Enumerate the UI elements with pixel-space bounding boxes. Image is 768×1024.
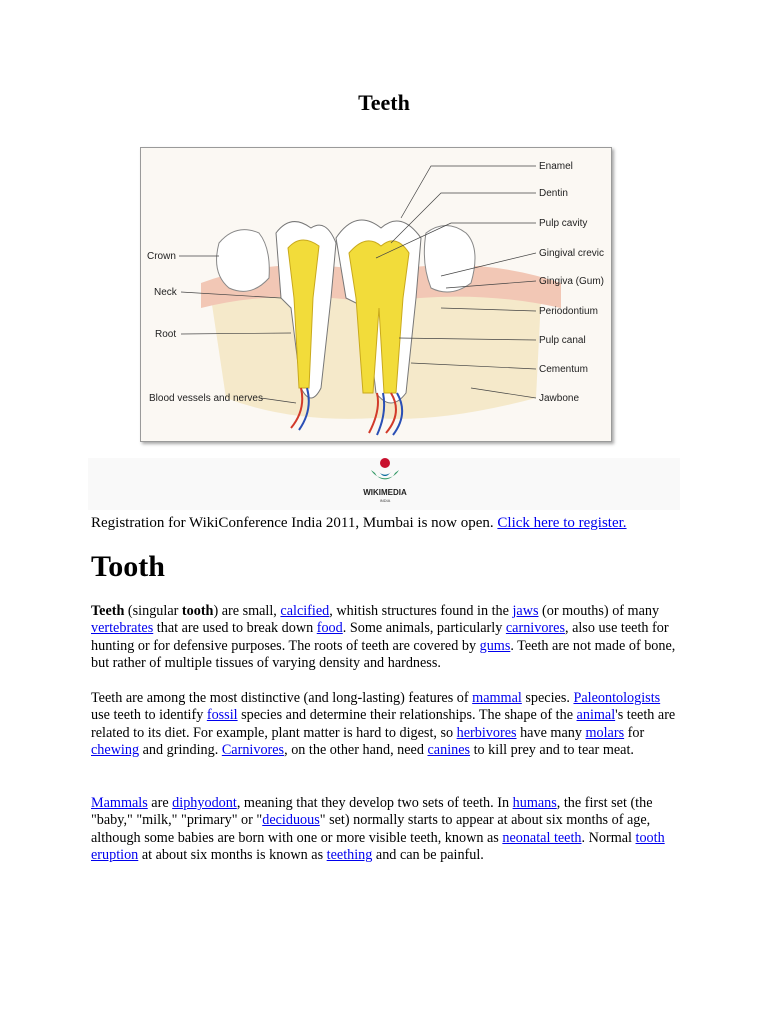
link-chewing[interactable]: chewing	[91, 741, 140, 758]
label-jawbone: Jawbone	[539, 393, 580, 404]
link-mammals[interactable]: Mammals	[91, 795, 148, 811]
paragraph-3: Mammals are diphyodont, meaning that they develop two sets of teeth. In humans, the first set (the "baby," "milk," "primary" or "deciduous" set) normally starts to appear at about six months of age, although some babies are born with one or more visible teeth, known as neonatal teeth. Normal tooth eruption at about six months is known as teething and can be painful.	[91, 795, 665, 863]
label-enamel: Enamel	[539, 161, 573, 172]
link-calcified[interactable]: calcified	[280, 603, 330, 619]
wikimedia-logo-icon[interactable]	[357, 458, 413, 510]
link-humans[interactable]: humans	[512, 795, 557, 811]
link-fossil[interactable]: fossil	[206, 707, 238, 724]
label-crown: Crown	[147, 251, 176, 262]
link-diphyodont[interactable]: diphyodont	[172, 795, 237, 811]
link-paleontologists[interactable]: Paleontologists	[573, 690, 661, 706]
link-molars[interactable]: molars	[585, 724, 625, 741]
tooth-anatomy-diagram	[140, 147, 612, 442]
link-canines[interactable]: canines	[427, 741, 471, 758]
label-neck: Neck	[154, 287, 177, 298]
label-pulp-cavity: Pulp cavity	[539, 218, 588, 229]
link-food[interactable]: food	[316, 620, 343, 637]
link-tooth-eruption[interactable]: tooth eruption	[91, 829, 665, 863]
link-vertebrates[interactable]: vertebrates	[91, 620, 154, 637]
link-animal[interactable]: animal	[576, 707, 616, 724]
right-crown	[424, 226, 475, 293]
wikimedia-banner[interactable]	[88, 458, 680, 510]
svg-text:INDIA: INDIA	[379, 498, 391, 503]
label-gingival-crevice: Gingival crevic	[539, 248, 605, 259]
link-teething[interactable]: teething	[326, 846, 373, 863]
link-carnivores-2[interactable]: Carnivores	[221, 741, 285, 758]
page-title: Teeth	[358, 90, 410, 115]
label-blood-vessels: Blood vessels and nerves	[149, 393, 263, 404]
link-herbivores[interactable]: herbivores	[456, 724, 517, 741]
link-neonatal-teeth[interactable]: neonatal teeth	[502, 829, 582, 846]
paragraph-2: Teeth are among the most distinctive (and long-lasting) features of mammal species. Paleontologists use teeth to identify fossil species and determine their relationships. The shape of the animal's teeth are related to its diet. For example, plant matter is hard to digest, so herbivores have many molars for chewing and grinding. Carnivores, on the other hand, need canines to kill prey and to tear meat.	[91, 690, 676, 758]
article-heading: Tooth	[91, 550, 165, 583]
register-link[interactable]: Click here to register.	[497, 515, 627, 531]
term-teeth: Teeth	[91, 603, 125, 619]
term-tooth: tooth	[181, 603, 214, 619]
label-dentin: Dentin	[539, 188, 568, 199]
paragraph-1: Teeth (singular tooth) are small, calcified, whitish structures found in the jaws (or mouths) of many vertebrates that are used to break down food. Some animals, particularly carnivores, also use teeth for hunting or for defensive purposes. The roots of teeth are covered by gums. Teeth are not made of bone, but rather of multiple tissues of varying density and hardness.	[91, 603, 676, 671]
label-periodontium: Periodontium	[539, 306, 598, 317]
left-crown	[217, 230, 270, 292]
svg-text:WIKIMEDIA: WIKIMEDIA	[363, 488, 407, 497]
label-pulp-canal: Pulp canal	[539, 335, 586, 346]
link-carnivores[interactable]: carnivores	[505, 620, 565, 637]
registration-notice	[91, 515, 627, 532]
link-gums[interactable]: gums	[479, 637, 511, 654]
label-cementum: Cementum	[539, 364, 588, 375]
link-jaws[interactable]: jaws	[512, 603, 539, 619]
label-gingiva: Gingiva (Gum)	[539, 276, 605, 287]
link-deciduous[interactable]: deciduous	[262, 812, 320, 829]
registration-text: Registration for WikiConference India 2011, Mumbai is now open.	[91, 515, 498, 531]
link-mammal[interactable]: mammal	[472, 690, 522, 706]
label-root: Root	[155, 329, 177, 340]
